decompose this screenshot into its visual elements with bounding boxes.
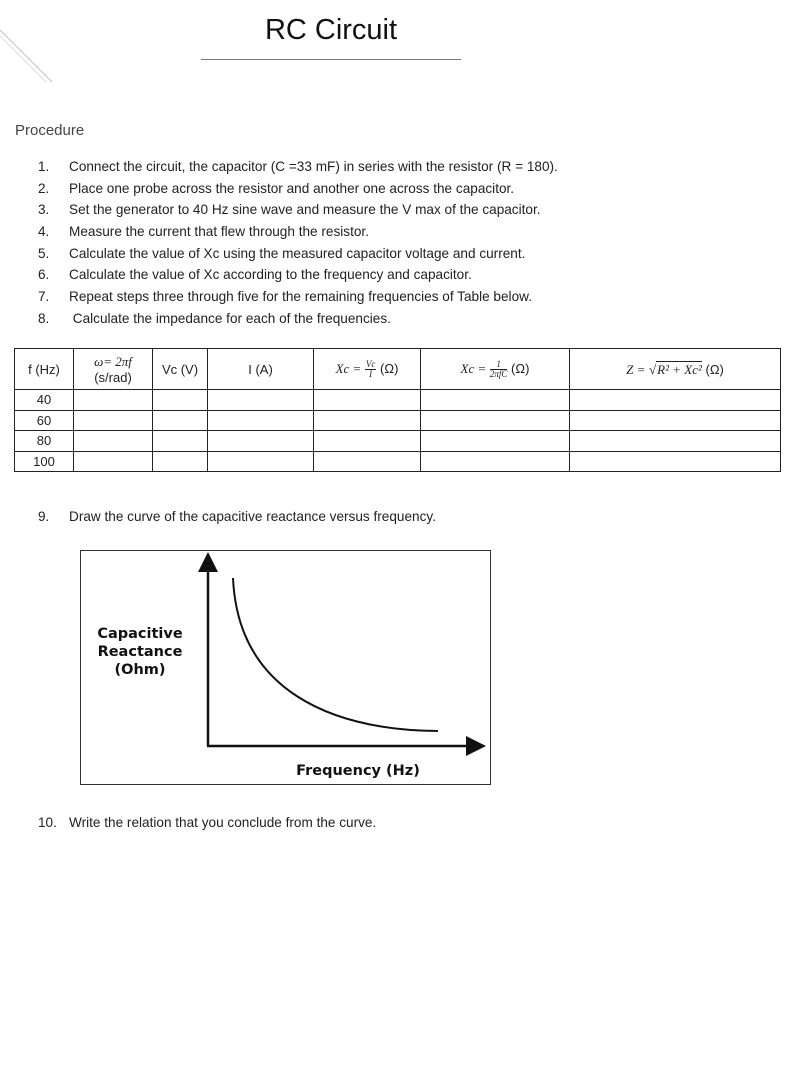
header-omega: ω= 2πf (s/rad): [74, 349, 153, 390]
step-item: 7. Repeat steps three through five for the remaining frequencies of Table below.: [38, 289, 532, 305]
header-frequency: f (Hz): [15, 349, 74, 390]
cell-vc[interactable]: [153, 451, 208, 472]
cell-xc-calculated[interactable]: [421, 431, 570, 452]
cell-impedance[interactable]: [570, 390, 781, 411]
cell-omega[interactable]: [74, 431, 153, 452]
header-current: I (A): [208, 349, 314, 390]
cell-xc-calculated[interactable]: [421, 451, 570, 472]
cell-xc-measured[interactable]: [314, 390, 421, 411]
cell-vc[interactable]: [153, 410, 208, 431]
step-9: 9. Draw the curve of the capacitive reactance versus frequency.: [38, 509, 436, 524]
cell-impedance[interactable]: [570, 431, 781, 452]
step-item: 3. Set the generator to 40 Hz sine wave and measure the V max of the capacitor.: [38, 202, 541, 218]
cell-omega[interactable]: [74, 390, 153, 411]
step-10: 10. Write the relation that you conclude from the curve.: [38, 815, 377, 830]
cell-frequency: 100: [15, 451, 74, 472]
procedure-heading: Procedure: [15, 122, 85, 139]
table-row: [15, 431, 781, 452]
cell-omega[interactable]: [74, 451, 153, 472]
procedure-steps: [38, 156, 558, 330]
cell-impedance[interactable]: [570, 410, 781, 431]
cell-xc-measured[interactable]: [314, 451, 421, 472]
measurement-table: [14, 348, 781, 472]
step-item: 1. Connect the circuit, the capacitor (C =33 mF) in series with the resistor (R = 180).: [38, 159, 558, 174]
title-underline: [201, 59, 461, 60]
cell-xc-calculated[interactable]: [421, 390, 570, 411]
cell-current[interactable]: [208, 451, 314, 472]
cell-frequency: 40: [15, 390, 74, 411]
step-item: 2. Place one probe across the resistor and another one across the capacitor.: [38, 180, 515, 196]
cell-impedance[interactable]: [570, 451, 781, 472]
header-xc-calculated: Xc = $\frac{1}{\text{2πfC}}$ (Ω): [421, 349, 570, 390]
table-row: [15, 410, 781, 431]
cell-vc[interactable]: [153, 431, 208, 452]
table-row: [15, 390, 781, 411]
cell-omega[interactable]: [74, 410, 153, 431]
step-item: 5. Calculate the value of Xc using the measured capacitor voltage and current.: [38, 245, 526, 261]
page-title: RC Circuit: [264, 14, 398, 46]
x-axis-label: Frequency (Hz): [296, 763, 420, 779]
cell-vc[interactable]: [153, 390, 208, 411]
step-item: 8. Calculate the impedance for each of the frequencies.: [38, 310, 391, 326]
header-vc: Vc (V): [153, 349, 208, 390]
step-item: 6. Calculate the value of Xc according to the frequency and capacitor.: [38, 267, 472, 283]
step-item: 4. Measure the current that flew through the resistor.: [38, 224, 369, 240]
cell-xc-measured[interactable]: [314, 431, 421, 452]
header-impedance: Z = √R² + Xc² (Ω): [570, 349, 781, 390]
corner-decoration: [0, 0, 60, 90]
cell-current[interactable]: [208, 410, 314, 431]
header-xc-measured: Xc = $\frac{Vc}{I}$ (Ω): [314, 349, 421, 390]
y-axis-label: Capacitive Reactance (Ohm): [97, 626, 183, 678]
cell-xc-measured[interactable]: [314, 410, 421, 431]
cell-xc-calculated[interactable]: [421, 410, 570, 431]
table-row: [15, 451, 781, 472]
cell-frequency: 60: [15, 410, 74, 431]
cell-current[interactable]: [208, 390, 314, 411]
cell-frequency: 80: [15, 431, 74, 452]
cell-current[interactable]: [208, 431, 314, 452]
